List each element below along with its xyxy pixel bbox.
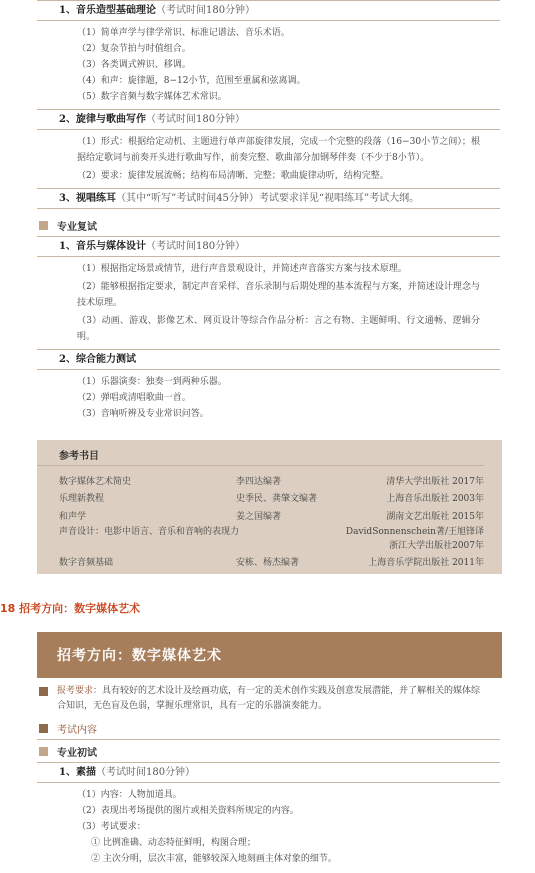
list-item: （2）复杂节拍与时值组合。 bbox=[77, 44, 191, 54]
paragraph: （2）能够根据指定要求，制定声音采样、音乐录制与后期处理的基本流程与方案，并简述设计理念与技术原理。 bbox=[77, 282, 480, 308]
heading-number: 3、 bbox=[59, 193, 76, 204]
list-item: （3）各类调式辨识、移调。 bbox=[77, 60, 191, 70]
heading-title: 综合能力测试 bbox=[75, 354, 136, 365]
book-author: 安栋、杨杰编著 bbox=[236, 558, 300, 568]
book-author: 史季民、龚肇文编著 bbox=[236, 494, 318, 504]
heading-number: 1、 bbox=[59, 767, 76, 778]
exam-content-bottom bbox=[37, 684, 500, 871]
paragraph: （1）形式：根据给定动机、主题进行单声部旋律发展，完成一个完整的段落（16−30小节之间）；根据给定歌词与前奏开头进行歌曲写作，前奏完整、歌曲部分加钢琴伴奏（不少于8小节）。 bbox=[77, 137, 480, 163]
direction-banner: 招考方向：数字媒体艺术 bbox=[37, 632, 502, 678]
requirements-text bbox=[57, 684, 482, 714]
subsection-text: 考试内容 bbox=[57, 724, 97, 736]
list-item: （2）弹唱或清唱歌曲一首。 bbox=[77, 393, 191, 403]
subsection-label bbox=[37, 739, 500, 762]
heading-title: 音乐造型基础理论 bbox=[75, 5, 156, 16]
subsection-text: 专业复试 bbox=[57, 221, 97, 233]
list-item: （5）数字音频与数字媒体艺术常识。 bbox=[77, 92, 227, 102]
heading-title: 素描 bbox=[75, 767, 96, 778]
heading-note: （考试时间180分钟） bbox=[145, 114, 246, 125]
list-item: （4）和声：旋律题，8−12小节，范围至重属和弦离调。 bbox=[77, 76, 306, 86]
requirements-label: 报考要求： bbox=[57, 686, 103, 696]
list-item: （2）表现出考场提供的图片或相关资料所规定的内容。 bbox=[77, 806, 299, 816]
requirements-block bbox=[37, 684, 500, 714]
bullet-square-icon bbox=[39, 724, 48, 733]
paragraph: （3）动画、游戏、影像艺术、网页设计等综合作品分析：言之有物、主题鲜明、行文通畅、逻辑分明。 bbox=[77, 316, 480, 342]
exam-content-top bbox=[37, 0, 500, 426]
list-item: （1）乐器演奏：独奏一到两种乐器。 bbox=[77, 377, 227, 387]
bullet-square-icon bbox=[39, 221, 48, 230]
heading-number: 1、 bbox=[59, 5, 76, 16]
section-title: 18 招考方向：数字媒体艺术 bbox=[0, 602, 141, 615]
list-item: （1）简单声学与律学常识、标准记谱法、音乐术语。 bbox=[77, 28, 290, 38]
heading-number: 2、 bbox=[59, 354, 76, 365]
heading-note: （考试时间180分钟） bbox=[95, 767, 196, 778]
section-heading bbox=[37, 762, 500, 783]
subsection-label bbox=[37, 717, 500, 739]
paragraph: （1）根据指定场景或情节，进行声音景观设计，并简述声音落实方案与技术原理。 bbox=[77, 264, 407, 274]
book-publisher: 上海音乐学院出版社 2011年 bbox=[368, 558, 484, 568]
bullet-square-icon bbox=[39, 687, 48, 696]
heading-title: 视唱练耳 bbox=[75, 193, 116, 204]
book-publisher: 上海音乐出版社 2003年 bbox=[386, 494, 484, 504]
reference-books-panel bbox=[37, 440, 502, 574]
book-author: 李四达编著 bbox=[236, 477, 282, 487]
list-item: （1）内容：人物加道具。 bbox=[77, 790, 182, 800]
list-item: （3）考试要求： bbox=[77, 822, 146, 832]
item-list bbox=[37, 21, 500, 109]
book-title: 声音设计：电影中语言、音乐和音响的表现力 bbox=[59, 527, 240, 537]
heading-number: 2、 bbox=[59, 114, 76, 125]
section-heading bbox=[37, 349, 500, 370]
reference-title: 参考书目 bbox=[37, 440, 484, 466]
section-heading bbox=[37, 0, 500, 21]
section-heading bbox=[37, 188, 500, 209]
book-publisher: 浙江大学出版社2007年 bbox=[389, 541, 484, 551]
heading-note: （其中“听写”考试时间45分钟）考试要求详见“视唱练耳”考试大纲。 bbox=[115, 193, 420, 204]
book-publisher: 清华大学出版社 2017年 bbox=[386, 477, 484, 487]
paragraph: （2）要求：旋律发展流畅；结构布局清晰、完整；歌曲旋律动听，结构完整。 bbox=[77, 171, 389, 181]
list-subitem: ① 比例准确、动态特征鲜明，构图合理； bbox=[91, 838, 256, 848]
section-heading bbox=[37, 236, 500, 257]
section-heading bbox=[37, 109, 500, 130]
subsection-text: 专业初试 bbox=[57, 747, 97, 759]
requirements-content: 具有较好的艺术设计及绘画功底，有一定的美术创作实践及创意发展潜能，并了解相关的媒体综合知识，无色盲及色弱，掌握乐理常识，具有一定的乐器演奏能力。 bbox=[57, 686, 481, 711]
heading-title: 音乐与媒体设计 bbox=[75, 241, 146, 252]
book-title: 数字音频基础 bbox=[59, 558, 114, 568]
book-title: 数字媒体艺术简史 bbox=[59, 477, 132, 487]
heading-number: 1、 bbox=[59, 241, 76, 252]
list-subitem: ② 主次分明，层次丰富，能够较深入地刻画主体对象的细节。 bbox=[91, 854, 337, 864]
item-list bbox=[37, 783, 500, 871]
book-title: 和声学 bbox=[59, 512, 87, 522]
item-list bbox=[37, 370, 500, 426]
book-title: 乐理新教程 bbox=[59, 494, 105, 504]
list-item: （3）音响听辨及专业常识问答。 bbox=[77, 409, 209, 419]
bullet-square-icon bbox=[39, 747, 48, 756]
book-publisher: DavidSonnenschein著/王旭锋译 bbox=[345, 527, 484, 537]
subsection-label bbox=[37, 214, 500, 236]
heading-title: 旋律与歌曲写作 bbox=[75, 114, 146, 125]
heading-note: （考试时间180分钟） bbox=[145, 241, 246, 252]
book-publisher: 湖南文艺出版社 2015年 bbox=[386, 512, 484, 522]
book-author: 姜之国编著 bbox=[236, 512, 282, 522]
heading-note: （考试时间180分钟） bbox=[155, 5, 256, 16]
